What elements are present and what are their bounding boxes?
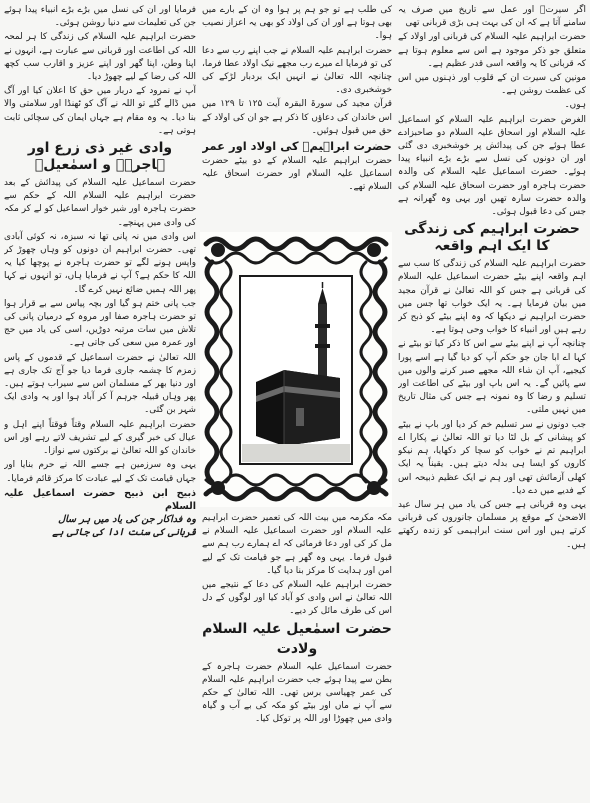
- paragraph: الغرض حضرت ابراہیم علیہ السلام کو اسماعیل علیہ السلام اور اسحاق علیہ السلام دو صاحبزادے عطا ہوئے جن کی پیدائش پر خوشخبری دی گئی اور ان دونوں کی نسل سے بڑے بڑے انبیاء پیدا ہوئے۔ حضرت اسماعیل علیہ السلام کی والدہ حضرت ہاجرہ اور حضرت اسحاق علیہ السلام کی والدہ حضرت سارہ تھیں اور یہی وہ گھرانہ ہے جس کی دعا قبول ہوئی۔: [398, 114, 586, 218]
- paragraph: یہی وہ قربانی ہے جس کی یاد میں ہر سال عید الاضحیٰ کے موقع پر مسلمان جانوروں کی قربانی کرتے ہیں اور اس سنت ابراہیمی کو زندہ رکھتے ہیں۔: [398, 499, 586, 550]
- paragraph: اس وادی میں نہ پانی تھا نہ سبزہ، نہ کوئی آبادی تھی۔ حضرت ابراہیم ان دونوں کو وہاں چھوڑ کر واپس ہونے لگے تو حضرت ہاجرہ نے پوچھا کیا یہ اللہ کا حکم ہے؟ آپ نے فرمایا ہاں، تو انہوں نے کہا پھر اللہ ہمیں ضائع نہیں کرے گا۔: [4, 231, 196, 295]
- paragraph: حضرت ابراہیم علیہ السلام کی زندگی کا ہر لمحہ اللہ کی اطاعت اور قربانی سے عبارت ہے، انہوں نے اپنا وطن، اپنا گھر اور اپنے عزیز و اقارب سب کچھ اللہ کی رضا کے لیے چھوڑ دیا۔: [4, 32, 196, 83]
- paragraph: آپ نے نمرود کے دربار میں حق کا اعلان کیا اور آگ میں ڈالے گئے تو اللہ نے آگ کو ٹھنڈا اور سلامتی والا بنا دیا۔ یہ وہ مقام ہے جہاں ایمان کی سچائی ثابت ہوتی ہے۔: [4, 86, 196, 136]
- ornamental-frame-with-kaaba-icon: [200, 232, 392, 507]
- paragraph: حضرت ابراہیم علیہ السلام کی دعا کے نتیجے میں اللہ تعالیٰ نے اس وادی کو آباد کیا اور لوگوں کے دل اس کی طرف مائل کر دیے۔: [202, 580, 392, 617]
- paragraph: حضرت ابراہیم علیہ السلام نے جب اپنے رب سے دعا کی تو فرمایا اے میرے رب مجھے نیک اولاد عطا فرما، چنانچہ اللہ تعالیٰ نے انہیں ایک بردبار لڑکے کی خوشخبری دی۔: [202, 45, 392, 96]
- paragraph: مکہ مکرمہ میں بیت اللہ کی تعمیر حضرت ابراہیم علیہ السلام اور حضرت اسماعیل علیہ السلام نے مل کر کی اور دعا فرمائی کہ اے ہمارے رب ہم سے قبول فرما۔ یہی وہ گھر ہے جو قیامت تک کے لیے امن اور ہدایت کا مرکز بنا دیا گیا۔: [202, 513, 392, 576]
- paragraph: حضرت ابراہیم علیہ السلام وقتاً فوقتاً اپنے اہل و عیال کی خبر گیری کے لیے تشریف لاتے رہے اور اس خاندان کو اللہ تعالیٰ نے برکتوں سے نوازا۔: [4, 419, 196, 457]
- paragraph: حضرت ابراہیم علیہ السلام کے دو بیٹے حضرت اسماعیل علیہ السلام اور حضرت اسحاق علیہ السلام تھے۔: [202, 156, 392, 193]
- paragraph: اللہ تعالیٰ نے حضرت اسماعیل کے قدموں کے پاس زمزم کا چشمہ جاری فرما دیا جو آج تک جاری ہے اور دنیا بھر کے مسلمان اس سے سیراب ہوتے ہیں۔ پھر وہاں قبیلہ جرہم آ کر آباد ہوا اور یہ وادی ایک شہر بن گئی۔: [4, 352, 196, 416]
- paragraph: مونین کی سیرت ان کے قلوب اور ذہنوں میں اس کی عظمت روشن ہے۔: [398, 73, 586, 97]
- article-column-middle-lower: [202, 512, 392, 799]
- paragraph: اگر سیرتؔ اور عمل سے تاریخ میں صرف یہ سامنے آتا ہے کہ ان کی بہت ہی بڑی قربانی تھی: [398, 5, 586, 29]
- paragraph: حضرت اسماعیل علیہ السلام کی پیدائش کے بعد حضرت ابراہیم علیہ السلام اللہ کے حکم سے حضرت ہاجرہ اور شیر خوار اسماعیل کو لے کر مکہ کی وادی میں پہنچے۔: [4, 178, 196, 228]
- paragraph: کی طلب ہے تو جو ہم پر ہوا وہ ان کے بارے میں بھی ہوتا ہے اور ان کی اولاد کو بھی یہ اعزاز نصیب ہوا۔: [202, 5, 392, 42]
- paragraph: یہی وہ سرزمین ہے جسے اللہ نے حرم بنایا اور جہاں قیامت تک کے لیے عبادت کا مرکز قائم فرمایا۔: [4, 460, 196, 484]
- closing-line: قربانی کی سنت ادا کی جاتی ہے: [52, 526, 196, 538]
- closing-line: وہ فداکار جن کی یاد میں ہر سال: [58, 513, 196, 525]
- paragraph: چنانچہ آپ نے اپنے بیٹے سے اس کا ذکر کیا تو بیٹے نے کہا اے ابا جان جو حکم آپ کو دیا گیا ہے اسے پورا کیجیے، آپ ان شاء اللہ مجھے صبر کرنے والوں میں سے پائیں گے۔ یہ اس باپ اور بیٹے کی اطاعت اور تسلیم و رضا کا وہ نمونہ ہے جس کی مثال تاریخ میں نہیں ملتی۔: [398, 339, 586, 416]
- paragraph: قرآن مجید کی سورۃ البقرہ آیت ۱۲۵ تا ۱۲۹ میں اس خاندان کی دعاؤں کا ذکر ہے جو ان کی اولاد کے حق میں قبول ہوئیں۔: [202, 99, 392, 136]
- kaaba-icon: [256, 370, 340, 446]
- article-column-right: [398, 4, 586, 799]
- section-heading: وادی غیر ذی زرع اور ہاجرہؑ و اسمٰعیلؑ: [27, 140, 173, 174]
- paragraph: حضرت ابراہیم علیہ السلام کی قربانی اور اولاد کے متعلق جو ذکر موجود ہے اس سے معلوم ہوتا ہے کہ قربانی کا یہ واقعہ اسی قدر عظیم ہے۔: [398, 32, 586, 69]
- paragraph: جب دونوں نے سر تسلیم خم کر دیا اور باپ نے بیٹے کو پیشانی کے بل لٹا دیا تو اللہ تعالیٰ نے پکارا اے ابراہیم تم نے خواب کو سچا کر دکھایا، ہم نیکو کاروں کو ایسا ہی بدلہ دیتے ہیں۔ یقیناً یہ ایک کھلی آزمائش تھی اور ہم نے ایک عظیم ذبیحہ اس کے فدیے میں دے دیا۔: [398, 419, 586, 496]
- section-subheading: حضرت ابراہیمؑ کی اولاد اور عمر: [202, 139, 392, 154]
- article-column-left: [4, 4, 196, 799]
- section-heading: ولادت: [276, 640, 318, 657]
- paragraph: حضرت ابراہیم علیہ السلام کی زندگی کا سب سے اہم واقعہ اپنے بیٹے حضرت اسماعیل علیہ السلام کی قربانی ہے جس کو اللہ تعالیٰ نے قرآن مجید میں بیان فرمایا ہے۔ یہ ایک خواب تھا جس میں حضرت ابراہیم نے دیکھا کہ وہ اپنے بیٹے کو ذبح کر رہے ہیں اور انبیاء کا خواب وحی ہوتا ہے۔: [398, 259, 586, 336]
- section-heading: حضرت ابراہیم کی زندگی کا ایک اہم واقعہ: [404, 221, 580, 255]
- paragraph: ہوں۔: [564, 100, 586, 111]
- closing-line: ذبیح ابن ذبیح حضرت اسماعیل علیہ السلام: [4, 487, 196, 512]
- section-heading: حضرت اسمٰعیل علیہ السلام: [202, 620, 392, 637]
- kaaba-figure: [200, 232, 392, 507]
- article-column-middle: [202, 4, 392, 232]
- paragraph: جب پانی ختم ہو گیا اور بچہ پیاس سے بے قرار ہوا تو حضرت ہاجرہ صفا اور مروہ کے درمیان پانی کی تلاش میں سات مرتبہ دوڑیں، اسی کی یاد میں حج اور عمرہ میں سعی کی جاتی ہے۔: [4, 298, 196, 349]
- paragraph: فرمایا اور ان کی نسل میں بڑے بڑے انبیاء پیدا ہوئے جن کی تعلیمات سے دنیا روشن ہوئی۔: [4, 5, 196, 29]
- paragraph: حضرت اسماعیل علیہ السلام حضرت ہاجرہ کے بطن سے پیدا ہوئے جب حضرت ابراہیم علیہ السلام کی عمر چھیاسی برس تھی۔ اللہ تعالیٰ کے حکم سے آپ نے ماں اور بیٹے کو مکہ کی بے آب و گیاہ وادی میں چھوڑا اور اللہ پر توکل کیا۔: [202, 661, 392, 725]
